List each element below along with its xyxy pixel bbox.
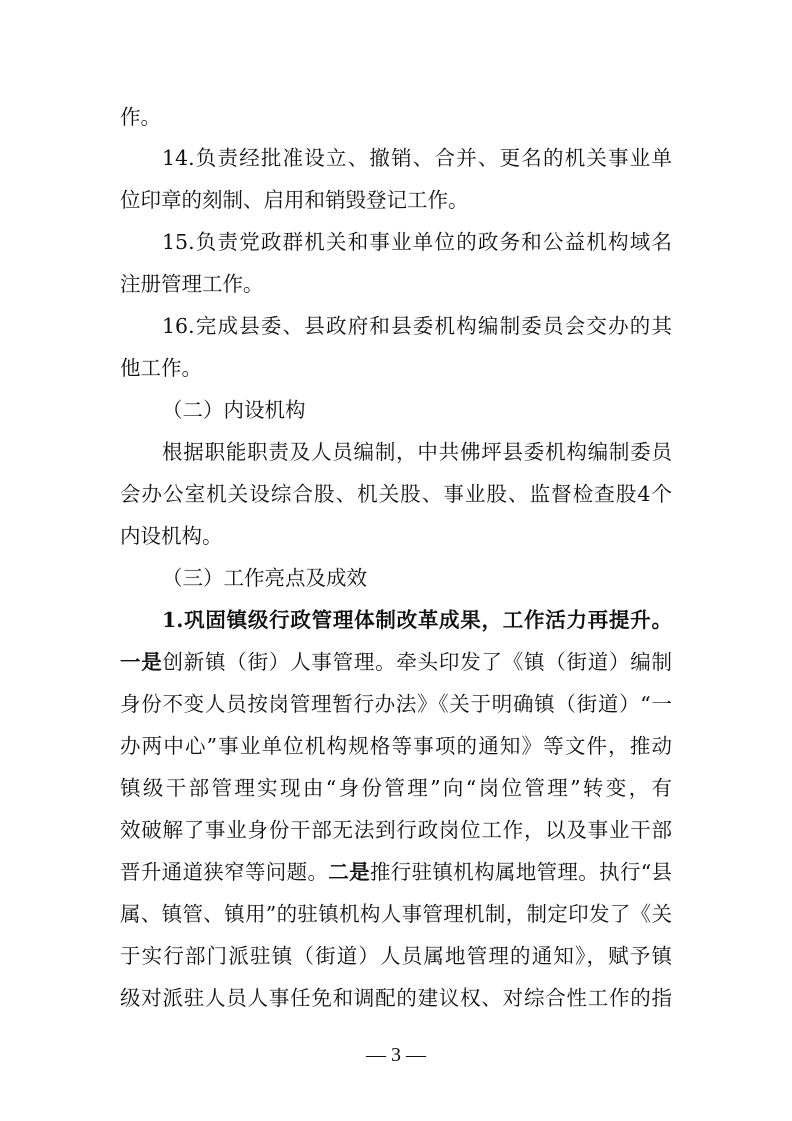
text-line [162, 306, 672, 346]
text-line [162, 222, 672, 262]
text-line [120, 348, 672, 388]
line-text: 效破解了事业身份干部无法到行政岗位工作，以及事业干部 [120, 818, 672, 842]
line-text: 内设机构。 [120, 524, 223, 548]
emphasis-text: 二是 [328, 860, 370, 884]
text-line [120, 180, 672, 220]
line-text: 14.负责经批准设立、撤销、合并、更名的机关事业单 [162, 146, 672, 170]
line-text: 注册管理工作。 [120, 272, 264, 296]
page-number: — 3 — [366, 1044, 426, 1066]
line-text: 16.完成县委、县政府和县委机构编制委员会交办的其 [162, 314, 672, 338]
line-text: 于实行部门派驻镇（街道）人员属地管理的通知》，赋予镇 [120, 944, 672, 968]
line-text: 作。 [120, 105, 161, 129]
text-line [120, 474, 672, 514]
line-text: 位印章的刻制、启用和销毁登记工作。 [120, 188, 469, 212]
line-text: 推行驻镇机构属地管理。执行“县 [369, 860, 672, 884]
section-heading [162, 558, 672, 598]
text-line [120, 852, 672, 892]
text-line [162, 432, 672, 472]
text-line [120, 978, 672, 1018]
section-heading [162, 390, 672, 430]
heading-text: 1.巩固镇级行政管理体制改革成果，工作活力再提升。 [162, 608, 672, 632]
line-text: 他工作。 [120, 356, 202, 380]
emphasis-text: 一是 [120, 650, 163, 674]
text-line [120, 768, 672, 808]
heading-text: （三）工作亮点及成效 [162, 566, 367, 590]
text-line [120, 264, 672, 304]
subsection-heading [162, 600, 672, 640]
text-line [120, 894, 672, 934]
line-text: 属、镇管、镇用”的驻镇机构人事管理机制，制定印发了《关 [120, 902, 672, 926]
line-text: 办两中心”事业单位机构规格等事项的通知》等文件，推动 [120, 734, 672, 758]
line-text: 镇级干部管理实现由“身份管理”向“岗位管理”转变，有 [120, 776, 672, 800]
line-text: 创新镇（街）人事管理。牵头印发了《镇（街道）编制 [162, 650, 672, 674]
text-line [120, 726, 672, 766]
text-line [162, 138, 672, 178]
text-line [120, 97, 672, 137]
text-line [120, 516, 672, 556]
line-text: 晋升通道狭窄等问题。 [120, 860, 329, 884]
line-text: 15.负责党政群机关和事业单位的政务和公益机构域名 [162, 230, 672, 254]
line-text: 级对派驻人员人事任免和调配的建议权、对综合性工作的指 [120, 986, 672, 1010]
line-text: 根据职能职责及人员编制，中共佛坪县委机构编制委员 [162, 440, 672, 464]
text-line [120, 936, 672, 976]
text-line [120, 642, 672, 682]
line-text: 身份不变人员按岗管理暂行办法》《关于明确镇（街道）“一 [120, 692, 672, 716]
heading-text: （二）内设机构 [162, 398, 306, 422]
text-line [120, 684, 672, 724]
text-line [120, 810, 672, 850]
line-text: 会办公室机关设综合股、机关股、事业股、监督检查股4个 [120, 482, 672, 506]
